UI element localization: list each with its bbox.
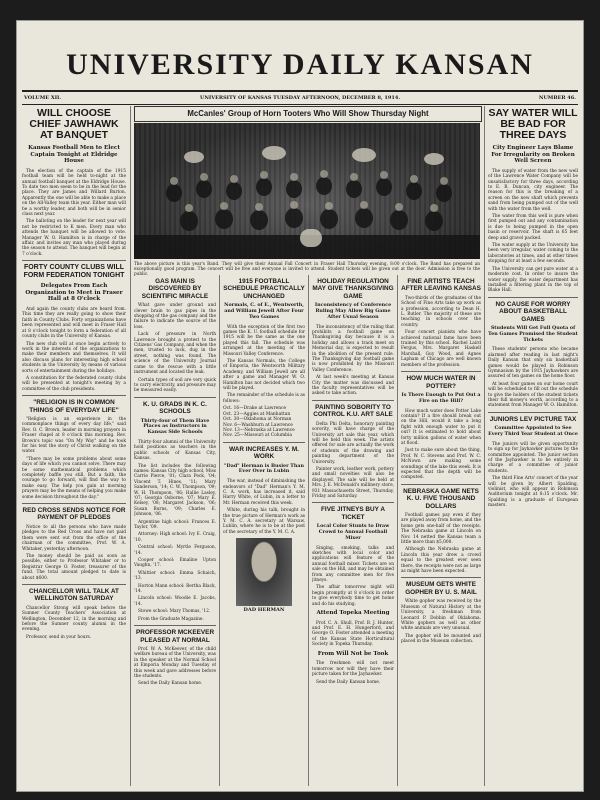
article-paragraph: The remainder of the schedule is as follows: bbox=[223, 393, 305, 404]
deck-five-jitneys: Local Color Stunts to Draw Crowd to Annual Football Mixer bbox=[316, 523, 390, 541]
divider bbox=[22, 395, 126, 396]
article-paragraph: "Religion is an experience in the commonplace things of every day life," said Rev. O. C. Brown, leader in morning prayers in Fraser chapel at 8 o'clock this morning. Rev. Brown's topic was "On My Way" and he took for his text the story of Christ walking on the water. bbox=[22, 416, 126, 455]
headline-county-clubs: FORTY COUNTY CLUBS WILL FORM FEDERATION TONIGHT bbox=[23, 264, 125, 280]
column-3 bbox=[223, 275, 305, 786]
article-paragraph: Argentine high school: Frances E. Taylor, '09. bbox=[134, 519, 216, 531]
schedule-item: Oct. 23—Aggies at Manhattan bbox=[223, 411, 291, 417]
headline-topeka-meeting: Attend Topeka Meeting bbox=[316, 610, 390, 617]
headline-nebraska-game: NEBRASKA GAME NETS K. U. FIVE THOUSAND DOLLARS bbox=[403, 487, 479, 510]
article-paragraph: White, during his talk, brought in the true picture of Herman's work as Y. M. C. A. secretary at Warsaw, Lublin, where he is to be at the post of the secretary of the Y. M. C. A. bbox=[223, 508, 305, 535]
deck-war-ym-work: "Dad" Herman is Busier Than Ever Over in Lubin bbox=[224, 462, 304, 475]
headline-ku-grads: K. U. GRADS IN K. C. SCHOOLS bbox=[143, 400, 207, 416]
article-paragraph: At last week's meeting at Kansas City the matter was discussed and the faculty representatives will be asked to take action. bbox=[312, 375, 394, 397]
column-1 bbox=[22, 106, 126, 786]
divider bbox=[223, 442, 305, 443]
article-paragraph: The list includes the following names: Kansas City high school, Miss Carrie Pierce, '01; Clara Peck, '04; Vincent T. Hines, '11; Mary Sanderson, '14; C. W. Thompson, '09; W. H. Thompson, '06; Hallie Lasley, '07; Georgia Osborne, '07; Mary E. Kelsey, '08; Margaret Jackson, '06; Susan Burns, '09; Charles E. Johnson, '06. bbox=[134, 463, 216, 518]
headline-five-jitneys: FIVE JITNEYS BUY A TICKET bbox=[321, 506, 385, 521]
article-paragraph: How much water does Potter Lake contain? If a fire should break out on the Hill, would it take a long fight with enough water to put it out? It is estimated to hold about forty million gallons of water when at flood. bbox=[401, 408, 481, 446]
article-paragraph: The water supply at the University has been very irregular, water coming to the laboratories at times, and at other times stopping for at least a few seconds. bbox=[488, 243, 578, 265]
article-paragraph: Notice to all the persons who have made pledges to the Red Cross and have not paid them were sent out from the office of the chairman of the committee, Prof. W. A. Whitaker, yesterday afternoon. bbox=[22, 524, 126, 552]
column-5 bbox=[401, 275, 481, 786]
article-paragraph: Four concert pianists who have achieved national fame have been trained by this school. Rachel Laird Fergus, Mrs. Margaret Haskell Marshall, Guy Wood, and Agnes Lapham of Chicago are well known members of the profession. bbox=[401, 330, 481, 368]
headline-gas-main: GAS MAIN IS DISCOVERED BY SCIENTIFIC MIRACLE bbox=[141, 278, 209, 300]
deck-juniors-picture-tax: Committee Appointed to See Every Third Year Student at Once bbox=[488, 425, 578, 437]
headline-red-cross: RED CROSS SENDS NOTICE FOR PAYMENT OF PLEDGES bbox=[22, 507, 126, 522]
headline-mckeever: PROFESSOR MCKEEVER PLEASED AT NORMAL bbox=[135, 629, 215, 644]
deck-bad-water: City Engineer Lays Blame For Irregularity on Broken Well Screen bbox=[491, 145, 575, 165]
football-schedule-list bbox=[223, 406, 305, 438]
article-paragraph: Prof. W. A. McKeever, of the child welfare bureau of the University, was in the speaker at the Normal School at Emporia Monday and Tuesday of this week and gave addresses before the students. bbox=[134, 646, 216, 679]
article-paragraph: The water from this well is pure when first pumped out and any contamination is due to being pumped in the open basin or reservoir. The shaft is 65 feet deep and gravel packed. bbox=[488, 214, 578, 241]
divider bbox=[488, 412, 578, 413]
divider bbox=[22, 503, 126, 504]
article-paragraph: The freshmen will not meet tomorrow nor will they have their picture taken for the Jayhawker. bbox=[312, 661, 394, 678]
article-paragraph: With the exception of the first two games the K. U. football schedule for 1915 will be the same as the one played this fall. The schedule was arranged at the meeting of the Missouri Valley Conference. bbox=[223, 324, 305, 357]
article-paragraph: Lincoln school: Woodie E. Jacobs, '14. bbox=[134, 596, 216, 607]
article-paragraph: Certain types of soil are very quick to carry electricity, and pressure may be measured easily. bbox=[134, 377, 216, 394]
article-paragraph: The third Fine Arts' concert of the year will be given by Albert Spalding, violinist, who will appear in Robinson Auditorium tonight at 8:15 o'clock. Mr. Spalding is a graduate of European masters. bbox=[488, 476, 578, 509]
divider bbox=[22, 260, 126, 261]
article-paragraph: Lack of pressure in North Lawrence brought a protest to the Citizens' Gas Company, and when the men, trusted to luck, dug in the street, nothing was found. The science of the University Journal came to the rescue with a little instrument and located the leak. bbox=[134, 332, 216, 376]
article-paragraph: Horton Mann school: Bertha Black, '14. bbox=[134, 583, 216, 595]
deck-chief-jayhawk: Kansas Football Men to Elect Captain Tonight at Eldridge House bbox=[28, 145, 120, 165]
headline-holiday-regulation: HOLIDAY REGULATION MAY GIVE THANKSGIVING GAME bbox=[312, 278, 394, 300]
article-paragraph: From the Graduate Magazine. bbox=[138, 616, 204, 622]
article-paragraph: Send the Daily Kansan home. bbox=[316, 679, 381, 685]
headline-religion: "RELIGION IS IN COMMON THINGS OF EVERYDAY LIFE" bbox=[29, 399, 119, 414]
column-rule bbox=[130, 106, 131, 786]
headline-war-ym-work: WAR INCREASES Y. M. WORK bbox=[229, 445, 299, 461]
headline-art-sale: PAINTING SOBORITY TO CONTROL K.U. ART SALE bbox=[313, 403, 393, 419]
article-paragraph: At least four games on our home court will be scheduled to fill out the schedule to give the holders of the student tickets their full money's worth, according to a statement from Manager W. O. Hamilton. bbox=[488, 381, 578, 409]
divider bbox=[134, 397, 216, 398]
headline-basketball: NO CAUSE FOR WORRY ABOUT BASKETBALL GAMES bbox=[495, 300, 571, 323]
deck-county-clubs: Delegates From Each Organization to Meet in Fraser Hall at 8 O'clock bbox=[25, 283, 123, 303]
article-paragraph: The supply of water from the new well of the Lawrence Water Company will be unsatisfactory for three days, according to E. B. Duncan, city engineer. The reason for this is the breaking of a screen on the new shaft which prevents sand from being pumped out of the well with the water from the well. bbox=[488, 168, 578, 212]
column-6 bbox=[488, 106, 578, 786]
article-paragraph: What gave under ground and clever brain to gas pipes in the shopping of the gas company and the failure to indicate the source of the loss. bbox=[134, 303, 216, 330]
article-paragraph: Attorney: High school: Ivy E. Craig, '10. bbox=[134, 532, 216, 543]
band-photo-caption: The above picture is this year's Band. They will give their Annual Fall Concert in Fraser Hall Thursday evening, 8:00 o'clock. The Band has prepared an exceptionally good program. The concert will be free and everyone is invited to attend. Student tickets will be given out at the door. Admission is free to the public. bbox=[134, 261, 480, 276]
article-paragraph: Delta Phi Delta, honorary painting sorority, will have charge of the University art sale this year, which will be held this week. The artists offered for sale are actually the work of students of the drawing and painting department of the University. bbox=[312, 421, 394, 465]
article-paragraph: Thirty-four alumni of the University hold positions as teachers in the public schools of Kansas City, Kansas. bbox=[134, 439, 216, 462]
divider bbox=[312, 400, 394, 401]
divider bbox=[401, 577, 481, 578]
column-4 bbox=[312, 275, 394, 786]
article-paragraph: Stowe school: Mary Thomas, '12. bbox=[138, 609, 211, 615]
article-paragraph: Just to make sure about the thing, Prof. W. C. Stevens and Prof. W. C. McNown are making some soundings of the lake this week. It is expected that the depth will be computed. bbox=[401, 448, 481, 481]
article-paragraph: "There may be some problems about some days of life which you cannot solve. There may be some mathematical problems which completely baffle you still. But a faith, the courage to go forward, will find the way to make easy. The help you gain at morning prayers may be the means of helping you make some decision throughout the day." bbox=[22, 456, 126, 500]
band-banner-headline: McCanles' Group of Horn Tooters Who Will Show Thursday Night bbox=[134, 106, 482, 122]
article-paragraph: The Kansas Normals, the College of Emporia, the Wentworth Military Academy, and William Jewell are all after a game and Manager W. O. Hamilton has not decided which two will be played. bbox=[223, 359, 305, 392]
masthead: UNIVERSITY DAILY KANSAN bbox=[66, 48, 534, 81]
deck-ku-grads: Thirty-four of Them Have Places as Instructors in Kansas Side Schools bbox=[140, 417, 210, 436]
headline-potter-water: HOW MUCH WATER IN POTTER? bbox=[406, 375, 476, 390]
article-paragraph: Central school: Myrtle Ferguson, '14. bbox=[134, 545, 216, 556]
article-paragraph: The inconsistency of the ruling that prohibits a football game on Thanksgiving day because it is a holiday and allows a track meet on Memorial day, is expected to result in the abolition of the present rule. The Thanksgiving day football game is now prohibited by the Missouri Valley Conference. bbox=[312, 324, 394, 373]
article-paragraph: The election of the captain of the 1915 football team will be held to-night at the annual football banquet at the Eldridge House. To date two men seem to be in the lead for the place. They are James and Willard Burton. Apparently the one will be able to make a place on the All-Valley team this year. Either man will be a worthy leader, and both will be in senior class next year. bbox=[22, 168, 126, 218]
deck-potter-water: Is There Enough to Put Out a Fire on the Hill? bbox=[401, 391, 481, 404]
divider bbox=[401, 371, 481, 372]
schedule-item: Oct. 16—Drake at Lawrence bbox=[223, 406, 287, 412]
article-paragraph: These students' persons who became alarmed after reading in last night's Daily Kansan that only six basketball games would be played in Robinson Gymnasium by the 1915 Jayhawkers are assured of ten games on the home floor. bbox=[488, 347, 578, 380]
schedule-item: Nov. 6—Washburn at Lawrence bbox=[223, 422, 293, 428]
newspaper-page bbox=[16, 20, 584, 792]
date-label: UNIVERSITY OF KANSAS TUESDAY AFTERNOON, DECEMBER 8, 1914. bbox=[199, 95, 401, 101]
column-rule bbox=[308, 275, 309, 786]
headline-white-gopher: MUSEUM GETS WHITE GOPHER BY U. S. MAIL bbox=[405, 581, 477, 596]
portrait-caption: DAD HERMAN bbox=[243, 607, 285, 614]
article-paragraph: A constitution for the federated county clubs will be presented at tonight's meeting by a committee of the club presidents. bbox=[22, 375, 126, 392]
divider bbox=[312, 502, 394, 503]
article-paragraph: The war, instead of diminishing the endeavors of "Dad" Herman's Y. M. C. A. work, has increased it, said Harry White, of Lubin, in a letter to Mr. Herman received this week. bbox=[223, 479, 305, 506]
article-paragraph: Send the Daily Kansan home. bbox=[138, 681, 203, 687]
headline-football-schedule: 1915 FOOTBALL SCHEDULE PRACTICALLY UNCHANGED bbox=[223, 278, 305, 300]
divider bbox=[401, 484, 481, 485]
article-paragraph: The juniors will be given opportunity to sign up for Jayhawker pictures by the committee appointed. The junior section of the Jayhawker is to be entirely in charge of a committee of junior students. bbox=[488, 441, 578, 474]
divider bbox=[134, 625, 216, 626]
article-paragraph: Football games pay even if they are played away from home, and the home gets one-half of the receipts. The Nebraska game at Lincoln on Nov. 14 netted the Kansas team a little more than $5,000. bbox=[401, 513, 481, 546]
dateline bbox=[22, 90, 578, 105]
headline-bad-water: SAY WATER WILL BE BAD FOR THREE DAYS bbox=[488, 107, 578, 141]
headline-chief-jayhawk: WILL CHOOSE CHIEF JAWHAWK AT BANQUET bbox=[29, 107, 119, 141]
headline-fine-artists: FINE ARTISTS TEACH AFTER LEAVING KANSAS bbox=[401, 278, 481, 293]
band-photo bbox=[134, 123, 480, 259]
volume-label: VOLUME XII. bbox=[24, 95, 62, 101]
article-paragraph: The affair tomorrow night will begin promptly at 8 o'clock in order to give everybody time to get home and do his studying. bbox=[312, 585, 394, 607]
article-paragraph: Singing, smoking, talks and sketches with local color and applications will feature of the annual football mixer. Tickets are on sale on the Hill, and may be obtained from any committee men for five jitneys. bbox=[312, 545, 394, 584]
article-paragraph: The money should be paid as soon as possible, either to Professor Whitaker or to Registrar George O. Foster, treasurer of the fund. The total amount pledged to date is about $600. bbox=[22, 553, 126, 581]
schedule-item: Nov. 13—Nebraska at Lawrence bbox=[223, 427, 295, 433]
column-rule bbox=[484, 106, 485, 786]
article-paragraph: And again the county clubs are heard from. This time they are really going to show their faith in County Clubs. Forty organizations have been represented and will meet in Fraser Hall at 8 o'clock tonight to form a federation of all county clubs in the University of Kansas. bbox=[22, 307, 126, 340]
article-paragraph: Whittier school: Emma Schaich, '13. bbox=[134, 570, 216, 582]
deck-football-schedule: Normals, C. of E., Wentworth, and William Jewell After Four Two Games bbox=[224, 302, 304, 320]
article-paragraph: Cooper school: Emaline Upton Vaughn, '17. bbox=[134, 558, 216, 569]
deck-basketball: Students Will Get Full Quota of Ten Games Promised the Student Tickets bbox=[488, 324, 578, 343]
article-paragraph: Chancellor Strong will speak before the Sumner County Teachers' Association at Wellington, December 12, in the morning and before the Sumner county alumni in the evening. bbox=[22, 605, 126, 633]
dad-herman-portrait bbox=[236, 538, 292, 606]
column-2 bbox=[134, 275, 216, 786]
number-label: NUMBER 46. bbox=[538, 95, 576, 101]
article-paragraph: The balloting on the leader for next year will not be restricted to K men. Every man who attends the banquet will be allowed to vote. Manager W. O. Hamilton is in charge of the affair, and invites any man who played during the season to attend. The banquet will begin at 7 o'clock. bbox=[22, 219, 126, 257]
divider bbox=[22, 584, 126, 585]
article-paragraph: The University can get pure water at a moderate cost. In order to insure the water supply, the water department has installed a filtering plant in the top of Blake Hall. bbox=[488, 266, 578, 294]
article-paragraph: The new club will at once begin actively to work in the interests of the organizations to make their members and themselves. It will also discuss plans for interesting high school students in the University by means of various sorts of entertainment during the holidays. bbox=[22, 341, 126, 374]
article-paragraph: The gopher will be mounted and placed in the Museum collection. bbox=[401, 633, 481, 645]
article-paragraph: Painter work, leather work, pottery and small novelties will also be displayed. The sale will be held at Mrs. J. E. McDonald's millinery store, 931 Massachusetts Street, Thursday, Friday and Saturday. bbox=[312, 466, 394, 499]
headline-freshmen: From Will Not be Took bbox=[317, 650, 389, 657]
article-paragraph: Two-thirds of the graduates of the School of Fine Arts take up work as a profession, according to Dean H. L. Butler. The majority of these are teaching in schools over the country. bbox=[401, 295, 481, 328]
schedule-item: Oct. 30—Oklahoma at Norman bbox=[223, 417, 292, 423]
deck-holiday-regulation: Inconsistency of Conference Ruling May Allow Big Game After Usual Season bbox=[314, 302, 392, 320]
headline-juniors-picture-tax: JUNIORS LEV PICTURE TAX bbox=[489, 415, 577, 423]
divider bbox=[488, 297, 578, 298]
band-photo-illustration bbox=[134, 123, 480, 259]
column-rule bbox=[219, 275, 220, 786]
column-rule bbox=[397, 275, 398, 786]
headline-chancellor: CHANCELLOR WILL TALK AT WELLINGTON SATURDAY bbox=[29, 587, 119, 603]
article-paragraph: Although the Nebraska game at Lincoln this year drew a crowd equal to the greatest ever seen there, the receipts were not as large as might have been expected. bbox=[401, 547, 481, 575]
schedule-item: Nov. 25—Missouri at Columbia bbox=[223, 433, 292, 439]
article-paragraph: Prof. C. A. Shull, Prof. B. J. Hunter, and Prof. E. H. Hungerford, and George O. Foster attended a meeting of the Kansas State Horticultural Society in Topeka Thursday. bbox=[312, 620, 394, 648]
article-paragraph: White gopher was received by the Museum of Natural History at the University, a freshman from Leonard P. Dobbin of Oklahoma. White gophers as well as other white animals are very unusual. bbox=[401, 599, 481, 632]
article-paragraph: Professor, send in your hours. bbox=[26, 634, 92, 640]
